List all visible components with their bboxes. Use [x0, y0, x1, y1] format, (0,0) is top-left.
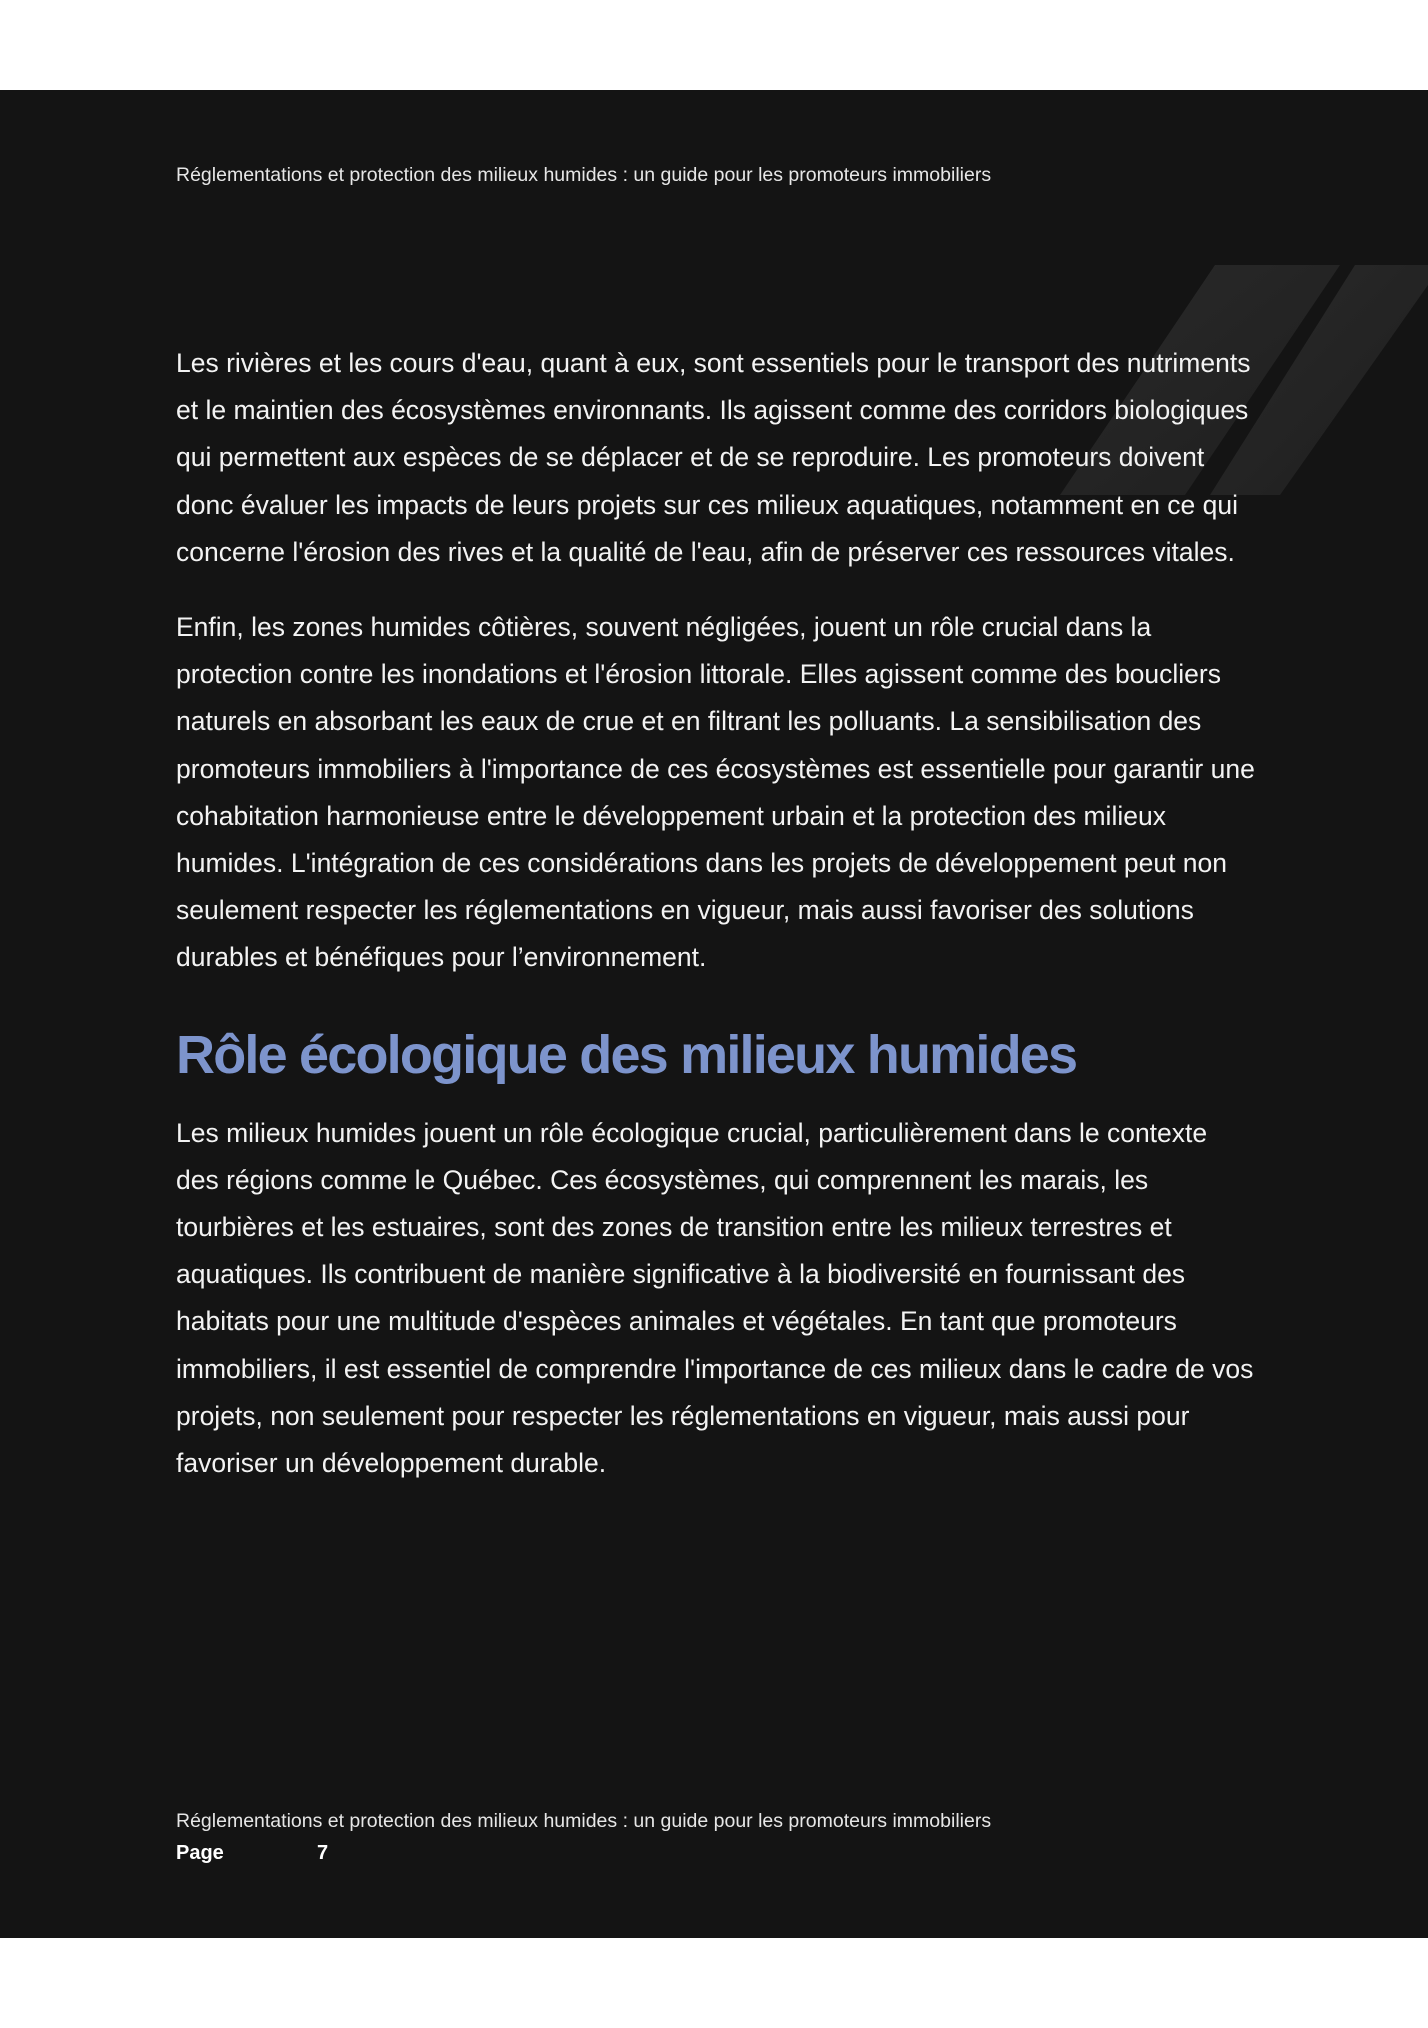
paragraph-ecological-role: Les milieux humides jouent un rôle écologique crucial, particulièrement dans le contexte des régions comme le Québec. Ces écosystèmes, qui comprennent les marais, les tourbières et les estuaires, sont des zones de transition entre les milieux terrestres et aquatiques. Ils contribuent de manière significative à la biodiversité en fournissant des habitats pour une multitude d'espèces animales et végétales. En tant que promoteurs immobiliers, il est essentiel de comprendre l'importance de ces milieux dans le cadre de vos projets, non seulement pour respecter les réglementations en vigueur, mais aussi pour favoriser un développement durable. [176, 1117, 1254, 1479]
page-number-value: 7 [317, 1842, 329, 1864]
page-label: Page [176, 1842, 224, 1864]
page-number [176, 1842, 328, 1865]
paragraph-coastal-wetlands: Enfin, les zones humides côtières, souvent négligées, jouent un rôle crucial dans la protection contre les inondations et l'érosion littorale. Elles agissent comme des boucliers naturels en absorbant les eaux de crue et en filtrant les polluants. La sensibilisation des promoteurs immobiliers à l'importance de ces écosystèmes est essentielle pour garantir une cohabitation harmonieuse entre le développement urbain et la protection des milieux humides. L'intégration de ces considérations dans les projets de développement peut non seulement respecter les réglementations en vigueur, mais aussi favoriser des solutions durables et bénéfiques pour l’environnement. [176, 612, 1255, 973]
paragraph-rivers: Les rivières et les cours d'eau, quant à eux, sont essentiels pour le transport des nutriments et le maintien des écosystèmes environnants. Ils agissent comme des corridors biologiques qui permettent aux espèces de se déplacer et de se reproduire. Les promoteurs doivent donc évaluer les impacts de leurs projets sur ces milieux aquatiques, notamment en ce qui concerne l'érosion des rives et la qualité de l'eau, afin de préserver ces ressources vitales. [176, 348, 1251, 567]
section-heading: Rôle écologique des milieux humides [176, 1024, 1077, 1085]
running-header: Réglementations et protection des milieux humides : un guide pour les promoteurs immobiliers [176, 164, 992, 186]
document-page [0, 90, 1428, 1938]
running-footer: Réglementations et protection des milieux humides : un guide pour les promoteurs immobiliers [176, 1810, 992, 1832]
main-content [176, 340, 1256, 1515]
